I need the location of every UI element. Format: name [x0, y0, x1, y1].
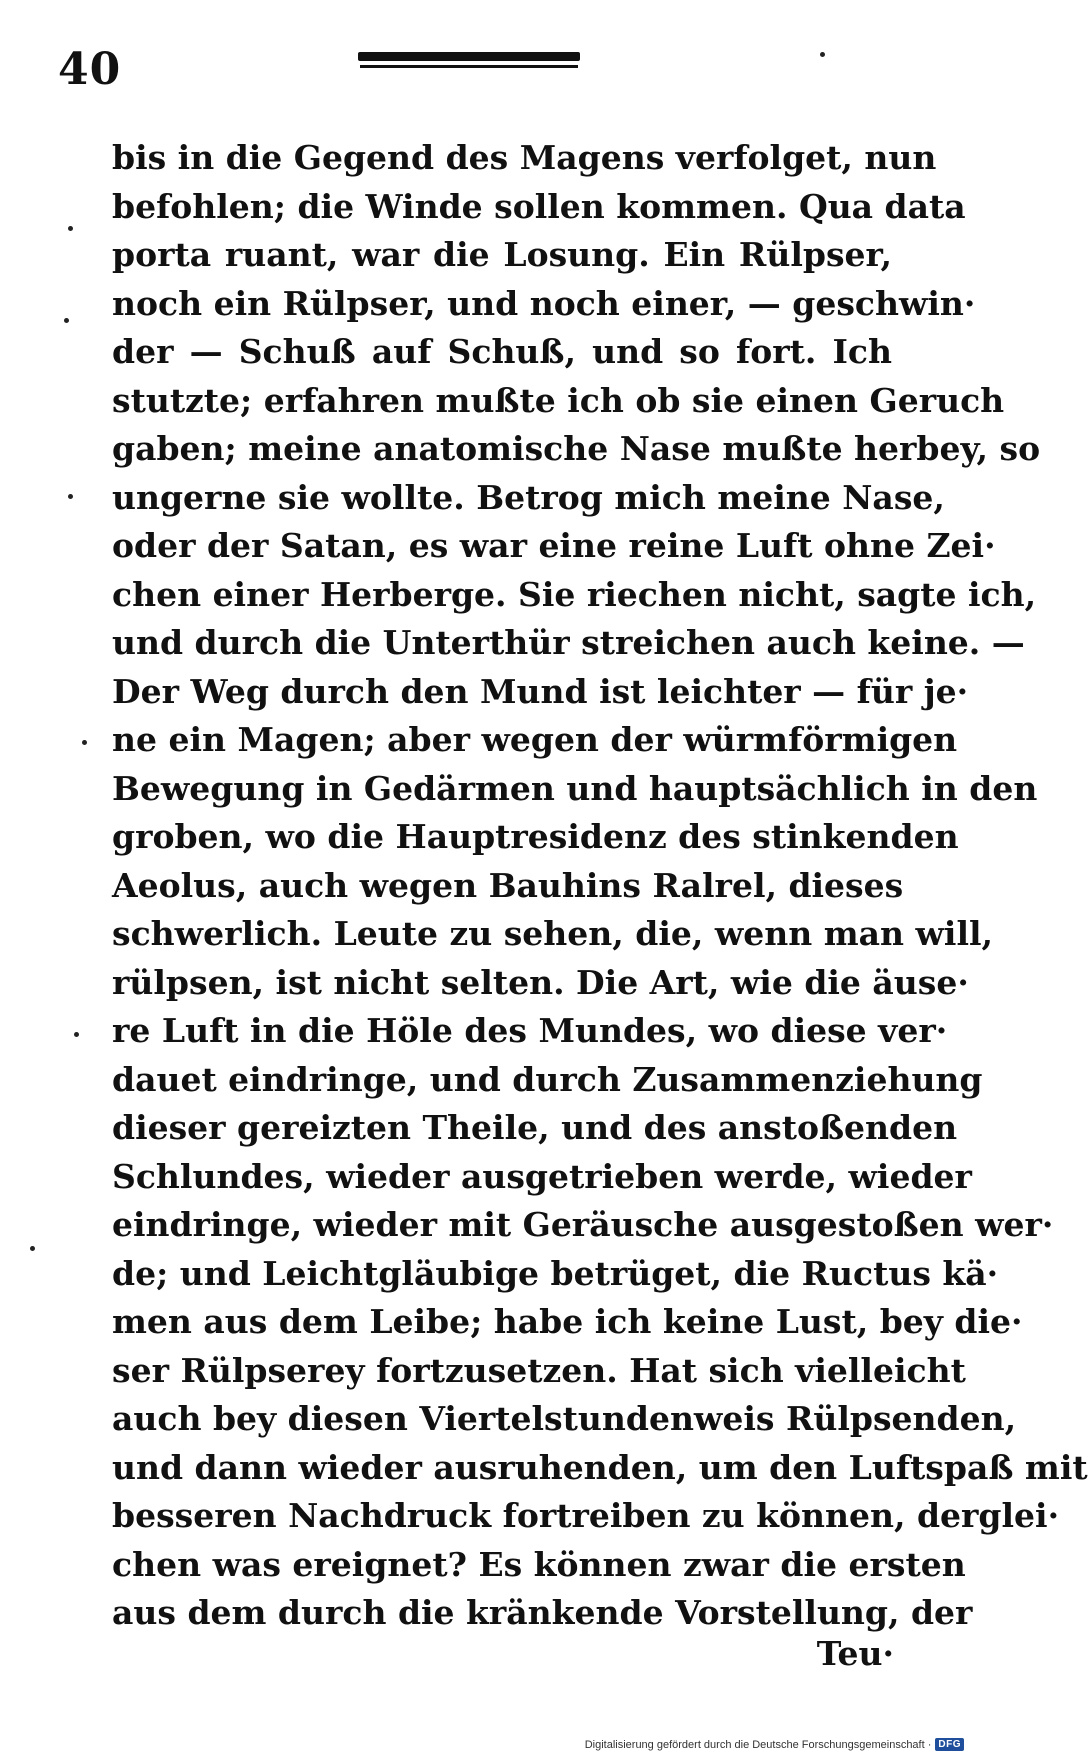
text-line: besseren Nachdruck fortreiben zu können, derglei· [112, 1496, 1060, 1535]
header-rule-thin [360, 65, 578, 68]
catchword: Teu· [816, 1634, 894, 1673]
credit-text: Digitalisierung gefördert durch die Deutsche Forschungsgemeinschaft · [584, 1738, 932, 1751]
text-line: porta ruant, war die Losung. Ein Rülpser, [112, 235, 892, 274]
digitization-credit [585, 1738, 964, 1751]
text-line: schwerlich. Leute zu sehen, die, wenn man will, [112, 914, 994, 953]
text-line: der — Schuß auf Schuß, und so fort. Ich [112, 332, 892, 371]
text-line: men aus dem Leibe; habe ich keine Lust, bey die· [112, 1302, 1023, 1341]
text-line: Aeolus, auch wegen Bauhins Ralrel, dieses [112, 865, 904, 905]
scan-speck [68, 494, 73, 499]
scan-speck [74, 1032, 79, 1037]
text-line: noch ein Rülpser, und noch einer, — geschwin· [112, 283, 976, 323]
scan-speck [82, 740, 87, 745]
scan-speck [30, 1246, 35, 1251]
text-line: und dann wieder ausruhenden, um den Luftspaß mit [112, 1447, 1088, 1487]
header-rule [358, 52, 580, 70]
page-number: 40 [58, 44, 122, 95]
scan-speck [820, 52, 825, 57]
scan-speck [64, 318, 69, 323]
text-line: eindringe, wieder mit Geräusche ausgestoßen wer· [112, 1205, 1054, 1244]
text-line: aus dem durch die kränkende Vorstellung, der [112, 1593, 973, 1632]
text-line: dieser gereizten Theile, und des anstoßenden [112, 1108, 958, 1147]
text-line: bis in die Gegend des Magens verfolget, nun [112, 138, 937, 177]
text-line: stutzte; erfahren mußte ich ob sie einen Geruch [112, 380, 1005, 420]
text-line: oder der Satan, es war eine reine Luft ohne Zei· [112, 526, 996, 565]
body-text [112, 134, 1088, 1638]
text-line: auch bey diesen Viertelstundenweis Rülpsenden, [112, 1399, 1017, 1438]
text-line: befohlen; die Winde sollen kommen. Qua data [112, 186, 966, 226]
text-line: chen was ereignet? Es können zwar die ersten [112, 1544, 966, 1584]
dfg-logo-icon: DFG [935, 1738, 964, 1751]
text-line: rülpsen, ist nicht selten. Die Art, wie die äuse· [112, 962, 969, 1002]
header-rule-thick [358, 52, 580, 61]
text-line: de; und Leichtgläubige betrüget, die Ructus kä· [112, 1253, 999, 1293]
text-line: re Luft in die Höle des Mundes, wo diese ver· [112, 1011, 948, 1050]
text-line: und durch die Unterthür streichen auch keine. — [112, 623, 1025, 662]
text-line: Der Weg durch den Mund ist leichter — für je· [112, 671, 969, 711]
text-line: dauet eindringe, und durch Zusammenziehung [112, 1059, 983, 1099]
text-line: gaben; meine anatomische Nase mußte herbey, so [112, 429, 1041, 468]
text-line: Bewegung in Gedärmen und hauptsächlich in den [112, 768, 1038, 808]
text-line: groben, wo die Hauptresidenz des stinkenden [112, 817, 959, 856]
text-line: Schlundes, wieder ausgetrieben werde, wieder [112, 1156, 972, 1196]
text-line: ser Rülpserey fortzusetzen. Hat sich vielleicht [112, 1350, 966, 1390]
text-line: ne ein Magen; aber wegen der würmförmigen [112, 720, 958, 759]
text-line: ungerne sie wollte. Betrog mich meine Nase, [112, 477, 945, 517]
scan-speck [68, 226, 73, 231]
text-line: chen einer Herberge. Sie riechen nicht, sagte ich, [112, 574, 1037, 614]
